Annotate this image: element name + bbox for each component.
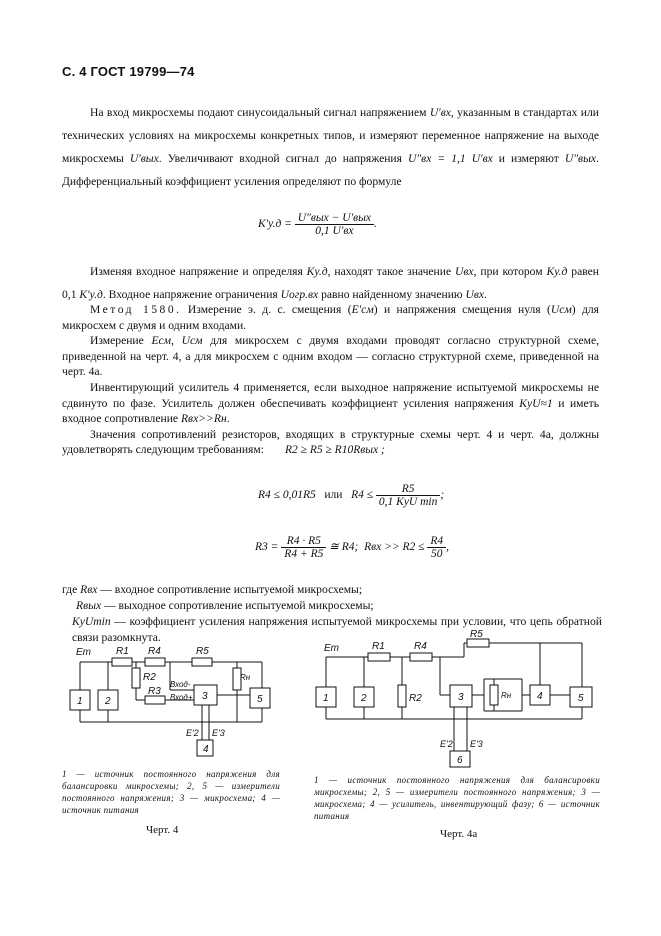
label-block-5: 5 xyxy=(578,693,584,704)
numerator: R5 xyxy=(376,483,440,496)
label-e2: E′2 xyxy=(186,728,199,738)
formula-end: . xyxy=(373,218,377,231)
symbol: Rвых xyxy=(76,599,102,612)
label-block-2: 2 xyxy=(105,696,111,707)
text: равно найденному значению xyxy=(318,288,466,301)
symbol: U″вых xyxy=(564,152,597,165)
equation-3 xyxy=(255,535,449,560)
label-block-6: 6 xyxy=(457,755,463,766)
label-block-5: 5 xyxy=(257,694,263,705)
text: для микросхем с двумя входами проводят согласно структурной схеме, приведенной на черт. 4, а для микросхем с одним входом — согласно структурной схеме, приведенной на черт. 4а. xyxy=(62,334,600,379)
symbol: U′вых xyxy=(129,152,159,165)
label-r2: R2 xyxy=(143,672,156,683)
symbol: Uвх xyxy=(465,288,485,301)
definition-item: где Rвх — входное сопротивление испытуемой микросхемы; xyxy=(62,583,363,596)
symbol: KyUmin xyxy=(72,615,111,628)
text: , находят такое значение xyxy=(327,265,456,278)
symbol: E′см xyxy=(351,303,374,316)
label-rn: Rн xyxy=(501,691,512,700)
eq-part: R4 ≤ xyxy=(351,489,374,502)
text: и измеряют xyxy=(492,152,565,165)
text: равен 0,1 xyxy=(62,265,599,301)
label-block-1: 1 xyxy=(323,693,329,704)
formula-gain xyxy=(258,212,377,237)
symbol: Rвх>>Rн xyxy=(180,412,227,426)
fig4a-resistor-r5 xyxy=(467,639,489,647)
paragraph-resistors: Значения сопротивлений резисторов, входящих в структурные схемы черт. 4 и черт. 4а, должны удовлетворять следующим требованиям: xyxy=(62,427,599,457)
equation-2 xyxy=(258,483,444,508)
text: . Увеличивают входной сигнал до напряжения xyxy=(158,152,408,165)
text: . Входное напряжение ограничения xyxy=(102,288,281,301)
label-input-minus: Вход- xyxy=(170,680,191,689)
fraction xyxy=(427,535,446,560)
method-label: Метод 1580. xyxy=(90,303,182,316)
eq-part: R3 = xyxy=(255,541,279,554)
symbol: Kу.д xyxy=(306,265,328,278)
eq-or: или xyxy=(324,489,343,502)
label-r1: R1 xyxy=(116,646,129,657)
fig4a-title: Черт. 4а xyxy=(440,828,478,840)
fig4a-resistor-r1 xyxy=(368,653,390,661)
text: Измерение э. д. с. смещения ( xyxy=(181,303,352,316)
label-block-2: 2 xyxy=(361,693,367,704)
symbol: U′вх xyxy=(429,106,451,119)
fig4-caption: 1 — источник постоянного напряжения для балансировки микросхемы; 2, 5 — измерители постоянного напряжения; 3 — микросхема; 4 — источник питания xyxy=(62,769,280,815)
label-r5: R5 xyxy=(470,629,483,640)
method-paragraph xyxy=(62,302,599,333)
fraction xyxy=(281,535,326,560)
label-r4: R4 xyxy=(148,646,161,657)
label-e3: E′3 xyxy=(470,739,483,749)
symbol: KyU≈1 xyxy=(519,396,553,410)
fig4-resistor-r5 xyxy=(192,658,212,666)
definition-text: — входное сопротивление испытуемой микросхемы; xyxy=(97,583,363,596)
text: На вход микросхемы подают синусоидальный сигнал напряжением xyxy=(90,106,430,119)
circuit-diagram-fig4 xyxy=(62,640,292,762)
denominator: 0,1 KyU min xyxy=(378,496,438,508)
fig4-resistor-r1 xyxy=(112,658,132,666)
label-block-4: 4 xyxy=(203,744,209,755)
label-e3: E′3 xyxy=(212,728,225,738)
definition-item xyxy=(62,598,602,614)
numerator: R4 · R5 xyxy=(281,535,326,548)
label-rn: Rн xyxy=(240,673,251,682)
denominator: 0,1 U′вх xyxy=(315,225,354,237)
paragraph-measurement xyxy=(62,333,599,380)
text: ) для микросхем с двумя и одним входами. xyxy=(62,303,600,332)
definition-text: — коэффициент усиления напряжения испытуемой микросхемы при условии, что цепь обратной связи разомкнута. xyxy=(72,615,602,644)
symbol: U″вх = 1,1 U′вх xyxy=(407,152,493,165)
text: . xyxy=(226,412,230,426)
fig4-resistor-r3 xyxy=(145,696,165,704)
definition-text: — выходное сопротивление испытуемой микросхемы; xyxy=(101,599,374,612)
paragraph-limit-voltage xyxy=(62,260,599,306)
fig4a-caption: 1 — источник постоянного напряжения для балансировки микросхемы; 2, 5 — измерители постоянного напряжения; 3 — микросхема; 4 — усилитель, инвентирующий фазу; 6 — источник питания xyxy=(314,775,600,821)
symbol: Uогр.вх xyxy=(280,288,319,301)
symbol: Kу.д xyxy=(546,265,568,278)
formula-lhs: K′у.д = xyxy=(258,218,292,231)
label-et: Eт xyxy=(324,643,339,654)
fraction xyxy=(376,483,440,508)
symbol: Eсм xyxy=(151,334,172,348)
label-r4: R4 xyxy=(414,641,427,652)
text: Инвентирующий усилитель 4 применяется, если выходное напряжение испытуемой микросхемы не сдвинуто по фазе. Усилитель должен обеспечивать коэффициент усиления напряжения xyxy=(62,380,599,410)
fig4a-resistor-r2 xyxy=(398,685,406,707)
method-section xyxy=(62,302,599,458)
fraction xyxy=(295,212,374,237)
eq-part: ≅ R4; xyxy=(329,541,359,554)
label-block-4: 4 xyxy=(537,691,543,702)
numerator: R4 xyxy=(427,535,446,548)
eq-end: ; xyxy=(440,489,445,502)
symbol: Uсм xyxy=(181,334,203,348)
page-header: С. 4 ГОСТ 19799—74 xyxy=(62,64,195,79)
label-block-3: 3 xyxy=(458,692,464,703)
text: ) и напряжения смещения нуля ( xyxy=(373,303,551,316)
text: . xyxy=(484,288,487,301)
paragraph-amplifier xyxy=(62,380,599,427)
label-et: Eт xyxy=(76,647,91,658)
denominator: 50 xyxy=(430,548,443,560)
denominator: R4 + R5 xyxy=(284,548,324,560)
eq-end: , xyxy=(446,541,449,554)
symbol: Uсм xyxy=(550,303,572,316)
paragraph-input-signal xyxy=(62,101,599,193)
numerator: U″вых − U′вых xyxy=(295,212,374,225)
label-block-3: 3 xyxy=(202,691,208,702)
label-block-1: 1 xyxy=(77,696,83,707)
symbol: Uвх xyxy=(455,265,474,278)
text: , указанным в стандартах или технических условиях на микросхемы конкретных типов, и измеряют переменное напряжение на выходе микросхемы xyxy=(62,106,599,165)
text: , xyxy=(171,334,182,348)
label-e2: E′2 xyxy=(440,739,453,749)
fig4a-resistor-rn xyxy=(490,685,498,705)
fig4-title: Черт. 4 xyxy=(146,824,179,836)
label-input-plus: Вход+ xyxy=(170,693,193,702)
eq-part: Rвх >> R2 ≤ xyxy=(364,541,425,554)
symbol: Rвх xyxy=(80,583,98,596)
text: и иметь входное сопротивление xyxy=(62,396,599,426)
fig4a-resistor-r4 xyxy=(410,653,432,661)
symbol: K′у.д xyxy=(79,288,103,301)
text: Изменяя входное напряжение и определяя xyxy=(90,265,307,278)
fig4-resistor-r4 xyxy=(145,658,165,666)
fig4-resistor-r2 xyxy=(132,668,140,688)
text: Измерение xyxy=(90,334,152,348)
label-r1: R1 xyxy=(372,641,385,652)
label-r3: R3 xyxy=(148,686,161,697)
label-r5: R5 xyxy=(196,646,209,657)
text: , при котором xyxy=(473,265,547,278)
text: . Дифференциальный коэффициент усиления определяют по формуле xyxy=(62,152,599,188)
circuit-diagram-fig4a xyxy=(312,629,602,770)
label-r2: R2 xyxy=(409,693,422,704)
equation-1: R2 ≥ R5 ≥ R10Rвых ; xyxy=(285,444,385,456)
eq-part: R4 ≤ 0,01R5 xyxy=(258,489,316,502)
